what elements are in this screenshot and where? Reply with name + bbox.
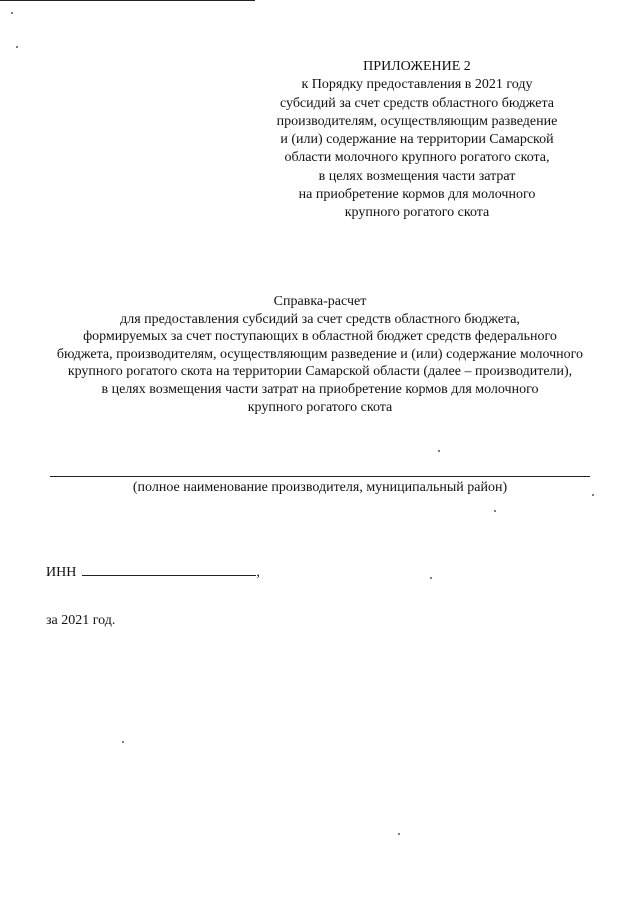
inn-row (46, 562, 260, 581)
scan-speck (16, 46, 18, 48)
producer-name-blank[interactable] (50, 476, 590, 477)
appendix-header (262, 58, 572, 223)
certificate-line: крупного рогатого скота (247, 399, 393, 415)
scan-speck (438, 450, 440, 452)
appendix-line: на приобретение кормов для молочного (298, 187, 536, 203)
appendix-line: крупного рогатого скота (344, 205, 490, 221)
scan-speck (592, 494, 594, 496)
page-top-rule (0, 0, 255, 1)
appendix-line: в целях возмещения части затрат (318, 168, 516, 184)
report-period: за 2021 год. (46, 613, 116, 628)
certificate-title: Справка-расчет (273, 294, 367, 309)
scan-speck (430, 577, 432, 579)
certificate-line: бюджета, производителям, осуществляющим разведение и (или) содержание молочного (56, 346, 584, 362)
appendix-line: производителям, осуществляющим разведение (276, 113, 558, 129)
scan-speck (398, 833, 400, 835)
certificate-line: для предоставления субсидий за счет средств областного бюджета, (120, 311, 520, 327)
producer-name-caption: (полное наименование производителя, муниципальный район) (132, 480, 508, 495)
scan-speck (494, 510, 496, 512)
appendix-line: и (или) содержание на территории Самарской (280, 132, 554, 148)
inn-label: ИНН (46, 565, 77, 580)
scan-speck (122, 741, 124, 743)
inn-suffix: , (256, 565, 260, 580)
scan-speck (11, 12, 13, 14)
appendix-title: ПРИЛОЖЕНИЕ 2 (363, 59, 471, 74)
certificate-heading (20, 293, 620, 416)
appendix-line: к Порядку предоставления в 2021 году (301, 77, 533, 93)
inn-blank[interactable] (82, 562, 256, 576)
appendix-line: субсидий за счет средств областного бюджета (279, 95, 555, 111)
certificate-line: крупного рогатого скота на территории Самарской области (далее – производители), (67, 364, 573, 380)
certificate-line: формируемых за счет поступающих в областной бюджет средств федерального (83, 329, 557, 345)
certificate-line: в целях возмещения части затрат на приобретение кормов для молочного (101, 381, 539, 397)
appendix-line: области молочного крупного рогатого скота, (284, 150, 550, 166)
